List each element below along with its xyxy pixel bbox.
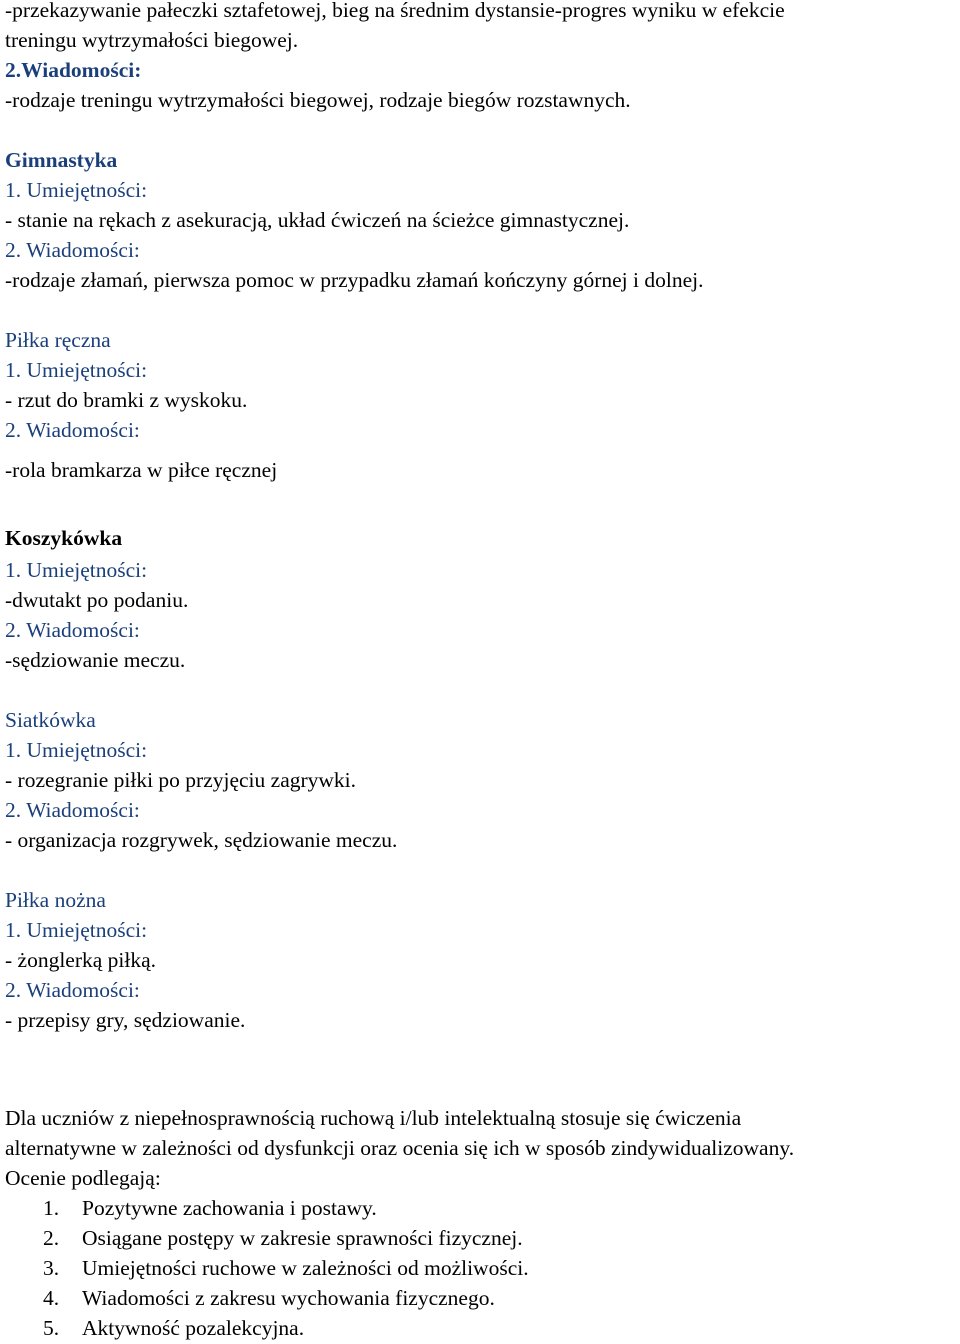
skills-label: 1. Umiejętności: bbox=[5, 358, 148, 382]
knowledge-text: - organizacja rozgrywek, sędziowanie meczu. bbox=[5, 828, 398, 852]
knowledge-label: 2. Wiadomości: bbox=[5, 618, 140, 642]
list-item bbox=[0, 1193, 960, 1223]
assessment-label: Ocenie podlegają: bbox=[5, 1166, 161, 1190]
skills-text: - stanie na rękach z asekuracją, układ ćwiczeń na ścieżce gimnastycznej. bbox=[5, 208, 630, 232]
closing-paragraph-line-2: alternatywne w zależności od dysfunkcji oraz ocenia się ich w sposób zindywidualizowany. bbox=[5, 1136, 795, 1160]
list-item bbox=[0, 1283, 960, 1313]
skills-label: 1. Umiejętności: bbox=[5, 918, 148, 942]
list-item-text: Umiejętności ruchowe w zależności od możliwości. bbox=[82, 1256, 529, 1280]
list-item-text: Osiągane postępy w zakresie sprawności fizycznej. bbox=[82, 1226, 523, 1250]
skills-label: 1. Umiejętności: bbox=[5, 558, 148, 582]
list-item-text: Wiadomości z zakresu wychowania fizycznego. bbox=[82, 1286, 495, 1310]
knowledge-text: -sędziowanie meczu. bbox=[5, 648, 186, 672]
list-item-number: 2. bbox=[43, 1226, 60, 1250]
skills-label: 1. Umiejętności: bbox=[5, 738, 148, 762]
knowledge-label: 2. Wiadomości: bbox=[5, 238, 140, 262]
list-item-text: Aktywność pozalekcyjna. bbox=[82, 1316, 305, 1340]
list-item-number: 3. bbox=[43, 1256, 60, 1280]
skills-text: - żonglerką piłką. bbox=[5, 948, 157, 972]
list-item bbox=[0, 1253, 960, 1283]
section-title-siatkowka: Siatkówka bbox=[5, 708, 96, 732]
intro-knowledge-label: 2.Wiadomości: bbox=[5, 58, 142, 82]
knowledge-text: -rodzaje złamań, pierwsza pomoc w przypadku złamań kończyny górnej i dolnej. bbox=[5, 268, 704, 292]
knowledge-text: - przepisy gry, sędziowanie. bbox=[5, 1008, 246, 1032]
list-item-number: 4. bbox=[43, 1286, 60, 1310]
list-item-number: 5. bbox=[43, 1316, 60, 1340]
knowledge-label: 2. Wiadomości: bbox=[5, 978, 140, 1002]
intro-line-2: treningu wytrzymałości biegowej. bbox=[5, 28, 299, 52]
list-item-text: Pozytywne zachowania i postawy. bbox=[82, 1196, 377, 1220]
intro-line-1: -przekazywanie pałeczki sztafetowej, bieg na średnim dystansie-progres wyniku w efekcie bbox=[5, 0, 785, 22]
skills-text: - rozegranie piłki po przyjęciu zagrywki. bbox=[5, 768, 357, 792]
knowledge-label: 2. Wiadomości: bbox=[5, 798, 140, 822]
skills-label: 1. Umiejętności: bbox=[5, 178, 148, 202]
closing-paragraph-line-1: Dla uczniów z niepełnosprawnością ruchową i/lub intelektualną stosuje się ćwiczenia bbox=[5, 1106, 742, 1130]
section-title-pilka-nozna: Piłka nożna bbox=[5, 888, 106, 912]
skills-text: -dwutakt po podaniu. bbox=[5, 588, 189, 612]
skills-text: - rzut do bramki z wyskoku. bbox=[5, 388, 248, 412]
intro-knowledge-text: -rodzaje treningu wytrzymałości biegowej, rodzaje biegów rozstawnych. bbox=[5, 88, 631, 112]
list-item bbox=[0, 1313, 960, 1343]
knowledge-text: -rola bramkarza w piłce ręcznej bbox=[5, 458, 278, 482]
section-title-pilka-reczna: Piłka ręczna bbox=[5, 328, 111, 352]
section-title-koszykowka: Koszykówka bbox=[5, 526, 123, 550]
section-title-gimnastyka: Gimnastyka bbox=[5, 148, 118, 172]
knowledge-label: 2. Wiadomości: bbox=[5, 418, 140, 442]
list-item-number: 1. bbox=[43, 1196, 60, 1220]
list-item bbox=[0, 1223, 960, 1253]
